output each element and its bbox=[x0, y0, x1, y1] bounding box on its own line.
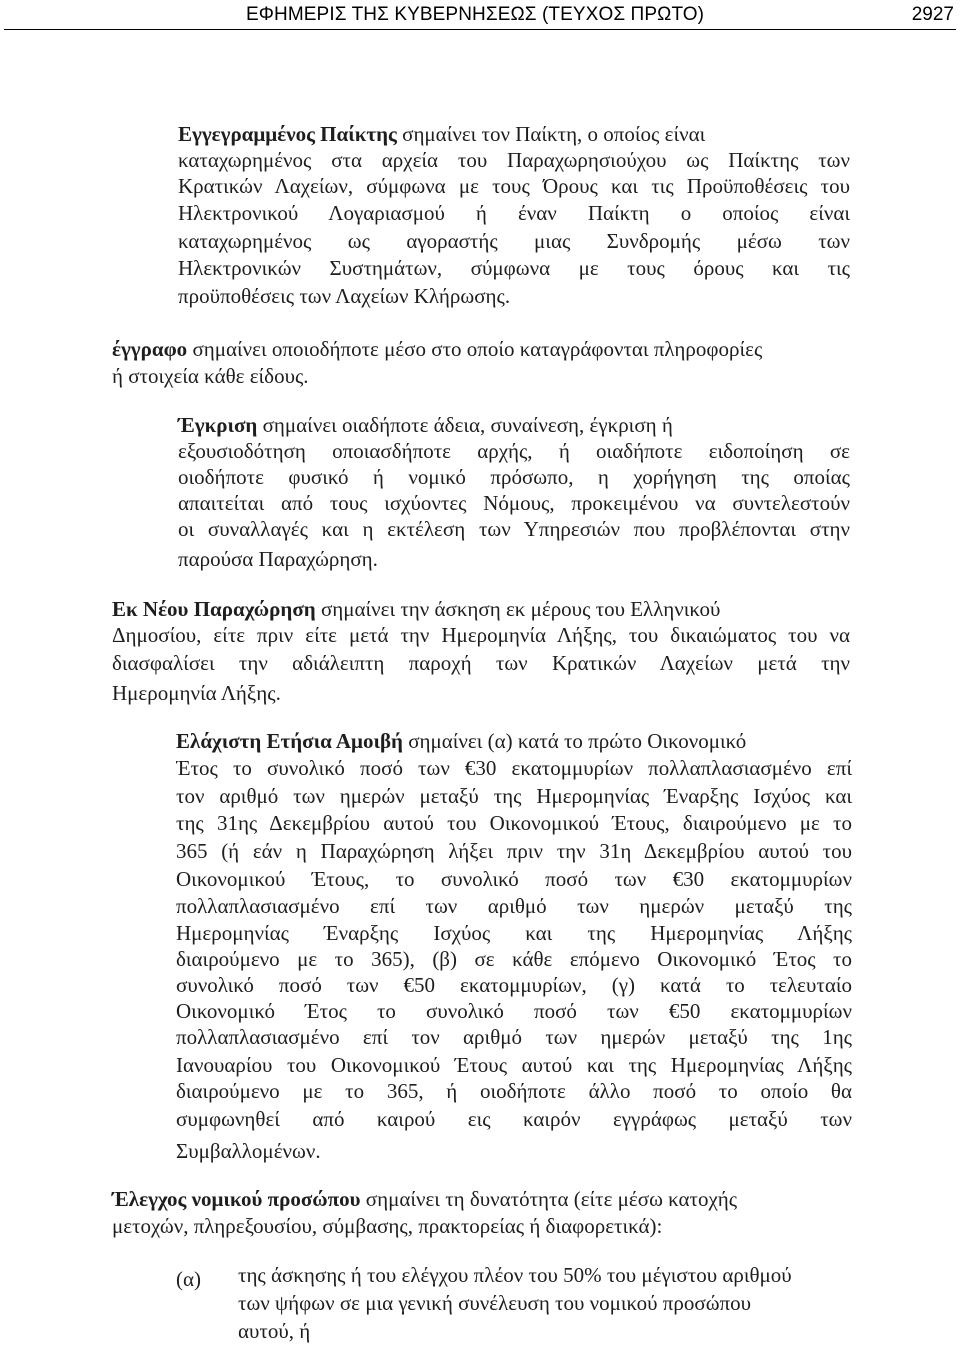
definition-term: Εγγεγραμμένος Παίκτης bbox=[178, 122, 397, 146]
definition-line: Ημερομηνία Λήξης. bbox=[112, 681, 281, 705]
definition-line: οι συναλλαγές και η εκτέλεση των Υπηρεσιών που προβλέπονται στην bbox=[178, 517, 850, 541]
list-marker: (α) bbox=[176, 1267, 201, 1291]
definition-line: συμφωνηθεί από καιρού εις καιρόν εγγράφως μεταξύ των bbox=[176, 1107, 852, 1131]
definition-first-line: Εγγεγραμμένος Παίκτης σημαίνει τον Παίκτη, ο οποίος είναι bbox=[178, 122, 706, 146]
definition-line: καταχωρημένος ως αγοραστής μιας Συνδρομής μέσω των bbox=[178, 229, 850, 253]
definition-line: 365 (ή εάν η Παραχώρηση λήξει πριν την 31η Δεκεμβρίου αυτού του bbox=[176, 839, 852, 863]
definition-term: Ελάχιστη Ετήσια Αμοιβή bbox=[176, 729, 403, 753]
definition-line: συνολικό ποσό των €50 εκατομμυρίων, (γ) κατά το τελευταίο bbox=[176, 973, 852, 997]
definition-term: Έγκριση bbox=[178, 413, 258, 437]
definition-term: Έλεγχος νομικού προσώπου bbox=[112, 1187, 361, 1211]
definition-line: καταχωρημένος στα αρχεία του Παραχωρησιούχου ως Παίκτης των bbox=[178, 148, 850, 172]
definition-line: προϋποθέσεις των Λαχείων Κλήρωσης. bbox=[178, 284, 511, 308]
definition-line: οιοδήποτε φυσικό ή νομικό πρόσωπο, η χορήγηση της οποίας bbox=[178, 465, 850, 489]
definition-line: Ημερομηνίας Έναρξης Ισχύος και της Ημερομηνίας Λήξης bbox=[176, 921, 852, 945]
definition-line: διαιρούμενο με το 365, ή οιοδήποτε άλλο ποσό το οποίο θα bbox=[176, 1079, 852, 1103]
definition-first-line: Εκ Νέου Παραχώρηση σημαίνει την άσκηση εκ μέρους του Ελληνικού bbox=[112, 597, 721, 621]
definition-first-line: Έλεγχος νομικού προσώπου σημαίνει τη δυνατότητα (είτε μέσω κατοχής bbox=[112, 1187, 738, 1211]
header-rule bbox=[4, 29, 956, 30]
page-header bbox=[0, 0, 960, 30]
definition-line: Ηλεκτρονικού Λογαριασμού ή έναν Παίκτη ο οποίος είναι bbox=[178, 201, 850, 225]
list-item-line: των ψήφων σε μια γενική συνέλευση του νομικού προσώπου bbox=[238, 1291, 752, 1315]
definition-line: διαιρούμενο με το 365), (β) σε κάθε επόμενο Οικονομικό Έτος το bbox=[176, 947, 852, 971]
definition-line: ή στοιχεία κάθε είδους. bbox=[112, 364, 309, 388]
page-number: 2927 bbox=[911, 4, 954, 25]
definition-line: εξουσιοδότηση οποιασδήποτε αρχής, ή οιαδήποτε ειδοποίηση σε bbox=[178, 439, 850, 463]
definition-line: τον αριθμό των ημερών μεταξύ της Ημερομηνίας Έναρξης Ισχύος και bbox=[176, 784, 852, 808]
definition-line: Συμβαλλομένων. bbox=[176, 1139, 321, 1163]
definition-term: Εκ Νέου Παραχώρηση bbox=[112, 597, 316, 621]
list-item-line: αυτού, ή bbox=[238, 1319, 311, 1343]
list-item-line: της άσκησης ή του ελέγχου πλέον του 50% του μέγιστου αριθμού bbox=[238, 1263, 792, 1287]
definition-line: απαιτείται από τους ισχύοντες Νόμους, προκειμένου να συντελεστούν bbox=[178, 491, 850, 515]
definition-line: Ηλεκτρονικών Συστημάτων, σύμφωνα με τους όρους και τις bbox=[178, 256, 850, 280]
definition-line: Έτος το συνολικό ποσό των €30 εκατομμυρίων πολλαπλασιασμένο επί bbox=[176, 756, 852, 780]
gazette-title: ΕΦΗΜΕΡΙΣ ΤΗΣ ΚΥΒΕΡΝΗΣΕΩΣ (ΤΕΥΧΟΣ ΠΡΩΤΟ) bbox=[246, 4, 705, 25]
definition-line: Οικονομικό Έτος το συνολικό ποσό των €50 εκατομμυρίων bbox=[176, 999, 852, 1023]
definition-first-line: έγγραφο σημαίνει οποιοδήποτε μέσο στο οποίο καταγράφονται πληροφορίες bbox=[112, 337, 763, 361]
definition-line: Δημοσίου, είτε πριν είτε μετά την Ημερομηνία Λήξης, του δικαιώματος του να bbox=[112, 623, 850, 647]
definition-line: μετοχών, πληρεξουσίου, σύμβασης, πρακτορείας ή διαφορετικά): bbox=[112, 1214, 663, 1238]
definition-line: της 31ης Δεκεμβρίου αυτού του Οικονομικού Έτους, διαιρούμενο με το bbox=[176, 811, 852, 835]
definition-line: πολλαπλασιασμένο επί τον αριθμό των ημερών μεταξύ της 1ης bbox=[176, 1025, 852, 1049]
definition-line: Κρατικών Λαχείων, σύμφωνα με τους Όρους και τις Προϋποθέσεις του bbox=[178, 174, 850, 198]
definition-line: Οικονομικού Έτους, το συνολικό ποσό των €30 εκατομμυρίων bbox=[176, 867, 852, 891]
definition-line: παρούσα Παραχώρηση. bbox=[178, 547, 378, 571]
definition-first-line: Έγκριση σημαίνει οιαδήποτε άδεια, συναίνεση, έγκριση ή bbox=[178, 413, 673, 437]
definition-line: Ιανουαρίου του Οικονομικού Έτους αυτού και της Ημερομηνίας Λήξης bbox=[176, 1053, 852, 1077]
definition-line: πολλαπλασιασμένο επί των αριθμό των ημερών μεταξύ της bbox=[176, 894, 852, 918]
definition-line: διασφαλίσει την αδιάλειπτη παροχή των Κρατικών Λαχείων μετά την bbox=[112, 651, 850, 675]
definition-first-line: Ελάχιστη Ετήσια Αμοιβή σημαίνει (α) κατά το πρώτο Οικονομικό bbox=[176, 729, 747, 753]
definition-term: έγγραφο bbox=[112, 337, 188, 361]
